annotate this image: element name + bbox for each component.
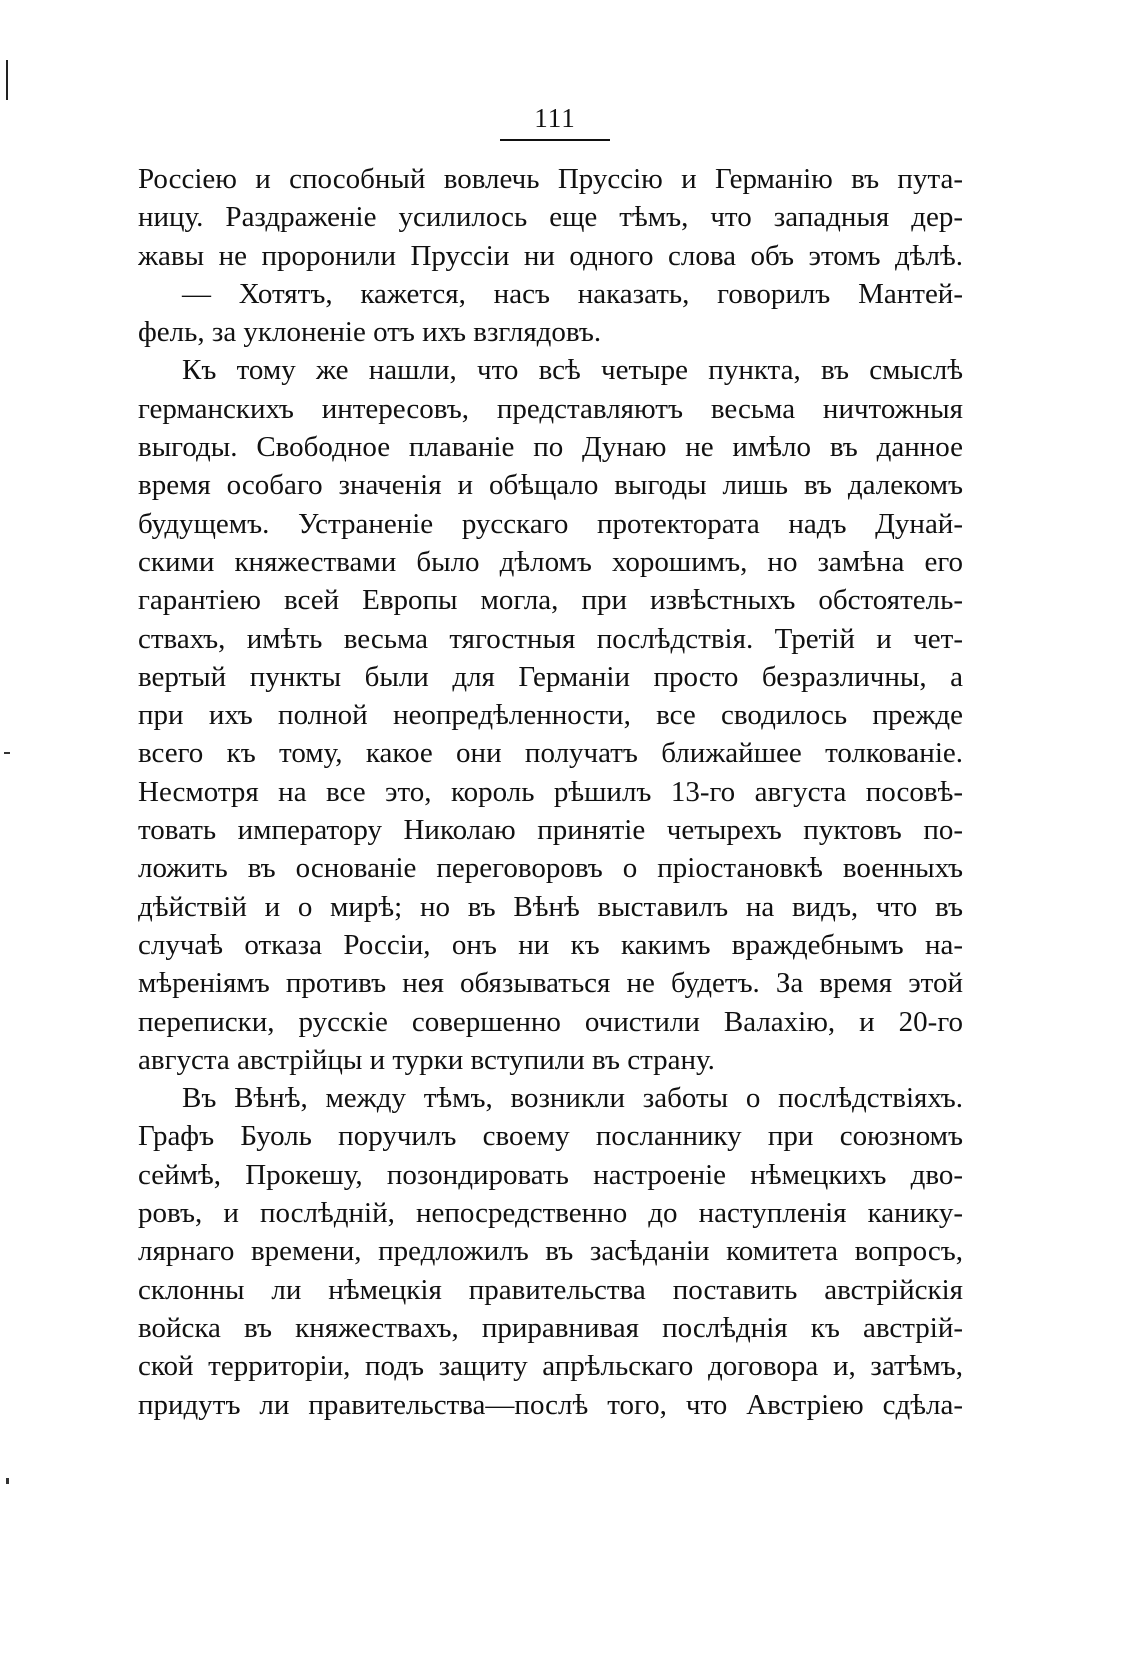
text-line: фель, за уклоненiе отъ ихъ взглядовъ.: [138, 316, 602, 349]
text-line: Россiею и способный вовлечь Пруссiю и Германiю въ пута-: [138, 163, 963, 195]
text-line: ской территорiи, подъ защиту апрѣльскаго договора и, затѣмъ,: [138, 1350, 963, 1383]
scan-edge-mark: [6, 60, 8, 100]
text-line: Несмотря на все это, король рѣшилъ 13-го августа посовѣ-: [138, 775, 963, 808]
text-line: товать императору Николаю принятiе четырехъ пуктовъ по-: [138, 814, 963, 847]
text-line: будущемъ. Устраненiе русскаго протектората надъ Дунай-: [138, 507, 963, 540]
text-line: при ихъ полной неопредѣленности, все сводилось прежде: [138, 699, 963, 732]
text-line: мѣренiямъ противъ нея обязываться не будетъ. За время этой: [138, 967, 963, 1000]
text-line: переписки, русскiе совершенно очистили Валахiю, и 20-го: [138, 1005, 963, 1038]
text-line: время особаго значенiя и обѣщало выгоды лишь въ далекомъ: [138, 469, 963, 502]
text-line: войска въ княжествахъ, приравнивая послѣднiя къ австрiй-: [138, 1311, 963, 1344]
text-line: — Хотятъ, кажется, насъ наказать, говорилъ Мантей-: [182, 277, 963, 310]
text-line: германскихъ интересовъ, представляютъ весьма ничтожныя: [138, 392, 963, 425]
text-line: скими княжествами было дѣломъ хорошимъ, но замѣна его: [138, 545, 963, 578]
text-line: ровъ, и послѣднiй, непосредственно до наступленiя канику-: [138, 1197, 963, 1230]
text-line: Въ Вѣнѣ, между тѣмъ, возникли заботы о послѣдствiяхъ.: [182, 1082, 963, 1115]
text-line: ницу. Раздраженiе усилилось еще тѣмъ, что западныя дер-: [138, 201, 963, 234]
page-number-rule: [500, 139, 610, 141]
text-line: ложить въ основанiе переговоровъ о прiостановкѣ военныхъ: [138, 852, 963, 885]
text-line: склонны ли нѣмецкiя правительства поставить австрiйскiя: [138, 1273, 963, 1306]
text-line: дѣйствiй и о мирѣ; но въ Вѣнѣ выставилъ на видъ, что въ: [138, 890, 963, 923]
text-line: вертый пункты были для Германiи просто безразличны, а: [138, 660, 963, 693]
text-line: августа австрiйцы и турки вступили въ страну.: [138, 1043, 715, 1076]
text-line: лярнаго времени, предложилъ въ засѣданiи комитета вопросъ,: [138, 1235, 963, 1268]
page-number: 111: [534, 103, 576, 133]
text-line: ствахъ, имѣть весьма тягостныя послѣдствiя. Третiй и чет-: [138, 622, 963, 655]
text-line: сеймѣ, Прокешу, позондировать настроенiе нѣмецкихъ дво-: [138, 1158, 963, 1191]
text-line: жавы не проронили Пруссiи ни одного слова объ этомъ дѣлѣ.: [138, 239, 963, 272]
body-text: [138, 160, 963, 1424]
text-line: придутъ ли правительства—послѣ того, что Австрiею сдѣла-: [138, 1388, 963, 1421]
text-line: Къ тому же нашли, что всѣ четыре пункта, въ смыслѣ: [182, 354, 963, 387]
scan-speck: [4, 752, 10, 754]
text-line: гарантiею всей Европы могла, при извѣстныхъ обстоятель-: [138, 584, 963, 617]
scan-speck: [6, 1478, 9, 1484]
text-line: случаѣ отказа Россiи, онъ ни къ какимъ враждебнымъ на-: [138, 928, 963, 961]
text-line: Графъ Буоль поручилъ своему посланнику при союзномъ: [138, 1120, 963, 1153]
text-line: всего къ тому, какое они получатъ ближайшее толкованiе.: [138, 737, 963, 770]
text-line: выгоды. Свободное плаванiе по Дунаю не имѣло въ данное: [138, 431, 963, 464]
